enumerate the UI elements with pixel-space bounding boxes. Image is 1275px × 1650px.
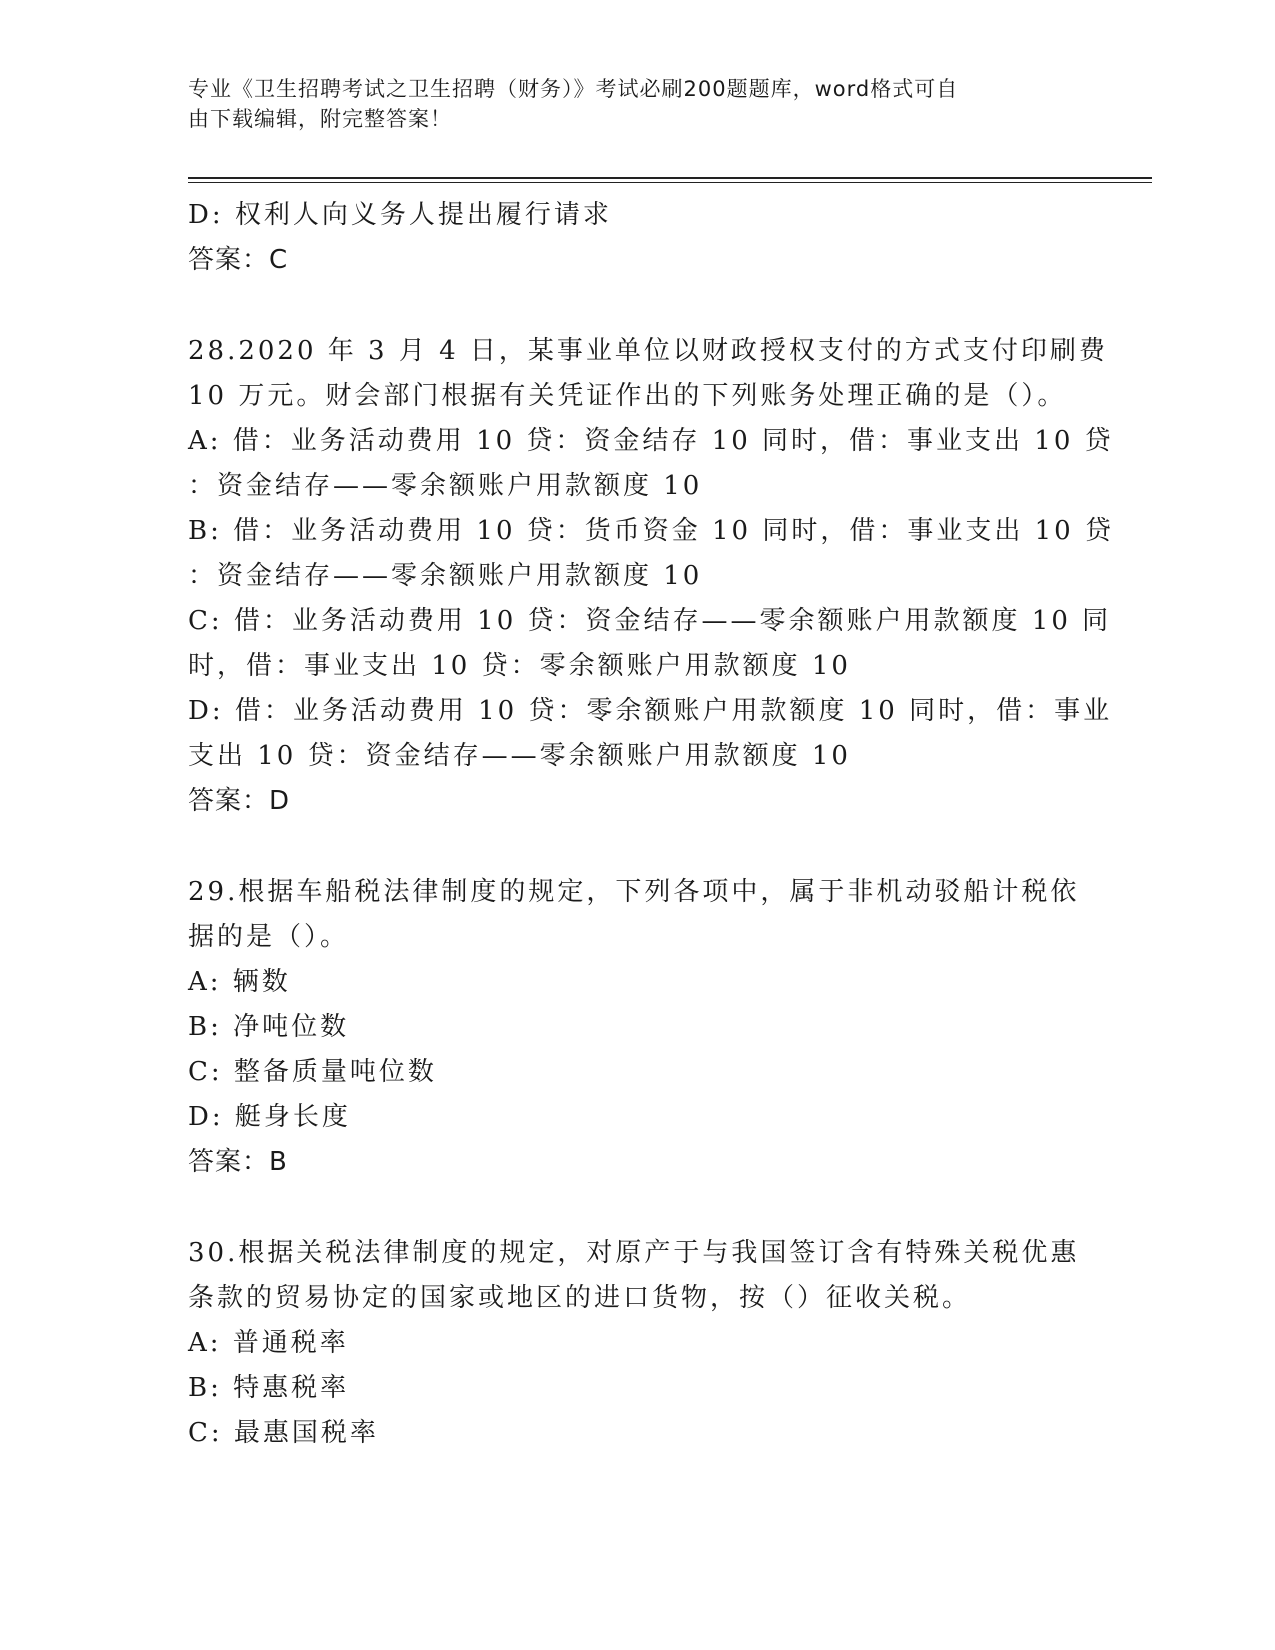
question-30 [188,1231,1088,1456]
option-c: C: 最惠国税率 [188,1418,379,1448]
document-header [188,74,1068,134]
option-a: A: 借：业务活动费用 10 贷：资金结存 10 同时，借：事业支出 10 贷 [188,426,1114,456]
option-c: C: 借：业务活动费用 10 贷：资金结存——零余额账户用款额度 10 同 [188,606,1112,636]
option-b: B: 净吨位数 [188,1012,350,1042]
question-line: 29.根据车船税法律制度的规定，下列各项中，属于非机动驳船计税依 [188,877,1080,907]
question-line: 28.2020 年 3 月 4 日，某事业单位以财政授权支付的方式支付印刷费 [188,336,1108,366]
option-b: B: 特惠税率 [188,1373,350,1403]
header-line-1: 专业《卫生招聘考试之卫生招聘（财务）》考试必刷200题题库，word格式可自 [188,77,959,101]
question-28 [188,329,1114,824]
option-c-cont: 时，借：事业支出 10 贷：零余额账户用款额度 10 [188,651,851,681]
question-29 [188,870,1088,1185]
answer-line: 答案：D [188,786,291,816]
answer-line: 答案：B [188,1147,288,1177]
option-b-cont: ：资金结存——零余额账户用款额度 10 [188,561,703,591]
option-a: A: 辆数 [188,967,291,997]
document-body [188,193,1114,1456]
option-c: C: 整备质量吨位数 [188,1057,437,1087]
question-line: 据的是（）。 [188,922,350,952]
option-d: D: 艇身长度 [188,1102,351,1132]
header-divider-thick [188,177,1152,179]
prev-question-tail [188,193,1088,283]
option-b: B: 借：业务活动费用 10 贷：货币资金 10 同时，借：事业支出 10 贷 [188,516,1114,546]
header-line-2: 由下载编辑，附完整答案！ [188,107,452,131]
option-a-cont: ：资金结存——零余额账户用款额度 10 [188,471,703,501]
option-d-cont: 支出 10 贷：资金结存——零余额账户用款额度 10 [188,741,851,771]
option-d: D: 借：业务活动费用 10 贷：零余额账户用款额度 10 同时，借：事业 [188,696,1113,726]
header-divider-thin [188,182,1152,183]
question-line: 30.根据关税法律制度的规定，对原产于与我国签订含有特殊关税优惠 [188,1238,1080,1268]
question-line: 条款的贸易协定的国家或地区的进口货物，按（）征收关税。 [188,1283,972,1313]
option-a: A: 普通税率 [188,1328,349,1358]
answer-line: 答案：C [188,245,289,275]
question-line: 10 万元。财会部门根据有关凭证作出的下列账务处理正确的是（）。 [188,381,1067,411]
option-d: D: 权利人向义务人提出履行请求 [188,200,612,230]
